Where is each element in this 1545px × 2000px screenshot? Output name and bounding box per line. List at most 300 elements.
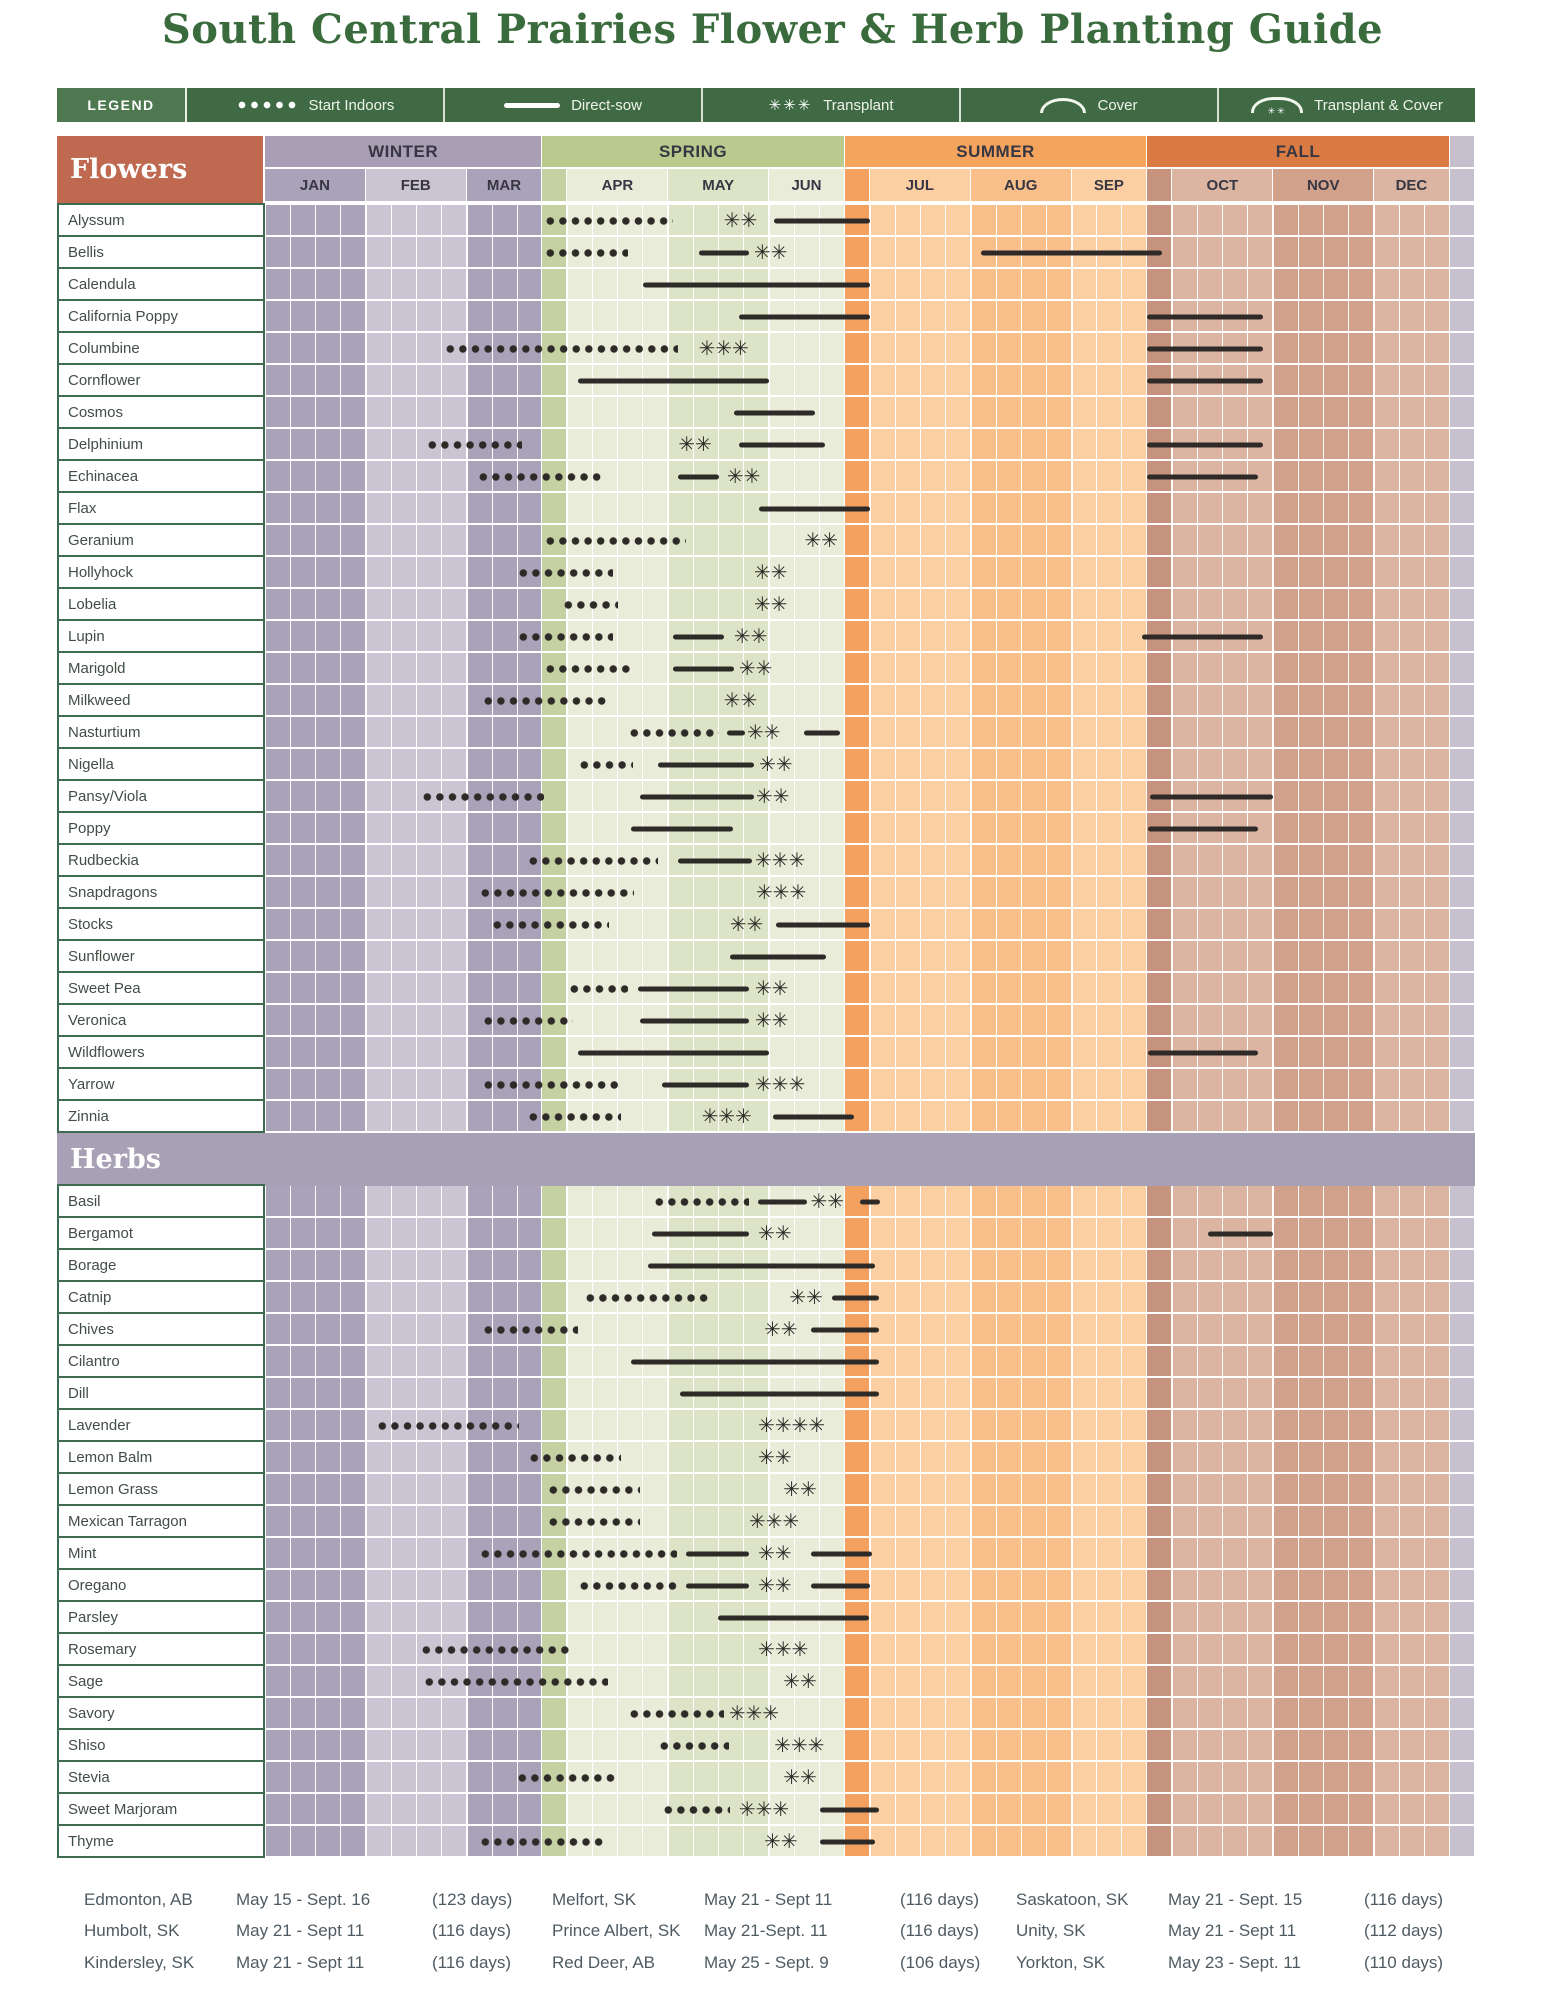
- week-cell: [392, 621, 417, 653]
- week-cell: [845, 365, 870, 397]
- week-cell: [1248, 749, 1273, 781]
- week-cell: [417, 333, 442, 365]
- week-cell: [1097, 429, 1122, 461]
- week-cell: [265, 1314, 291, 1346]
- week-cell: [946, 1474, 971, 1506]
- row-geranium: [57, 525, 1475, 557]
- week-cell: [316, 557, 341, 589]
- week-cell: [316, 813, 341, 845]
- row-timeline-columbine: [265, 333, 1475, 365]
- growing-days: (106 days): [900, 1952, 981, 1972]
- week-cell: [921, 941, 946, 973]
- week-cell: [265, 1506, 291, 1538]
- week-cell: [316, 493, 341, 525]
- week-cell: [1172, 1698, 1198, 1730]
- week-cell: [1198, 1698, 1223, 1730]
- week-cell: [1072, 685, 1098, 717]
- week-cell: [1172, 205, 1198, 237]
- week-cell: [1400, 1314, 1425, 1346]
- week-cell: [1147, 845, 1172, 877]
- week-cell: [1072, 717, 1098, 749]
- week-cell: [896, 1186, 921, 1218]
- week-cell: [1324, 1474, 1349, 1506]
- week-cell: [1324, 749, 1349, 781]
- week-cell: [265, 877, 291, 909]
- week-cell: [820, 1442, 845, 1474]
- week-cell: [316, 1602, 341, 1634]
- week-cell: [341, 941, 366, 973]
- week-cell: [442, 1730, 467, 1762]
- week-cell: [467, 749, 493, 781]
- week-cell: [1147, 717, 1172, 749]
- week-cell: [1022, 1538, 1047, 1570]
- week-cell: [518, 1378, 543, 1410]
- week-cell: [291, 1794, 316, 1826]
- week-cell: [392, 685, 417, 717]
- week-cell: [946, 365, 971, 397]
- week-cell: [1324, 1762, 1349, 1794]
- week-cell: [971, 1570, 997, 1602]
- transplant-stars-mark: ✳✳: [758, 1221, 792, 1245]
- week-cell: [392, 909, 417, 941]
- week-cell: [567, 269, 593, 301]
- week-cell: [442, 909, 467, 941]
- month-header-mar: MAR: [467, 169, 543, 203]
- row-label-delphinium: Delphinium: [57, 427, 265, 461]
- row-lobelia: [57, 589, 1475, 621]
- week-cell: [971, 1474, 997, 1506]
- week-cell: [1349, 429, 1374, 461]
- transplant-stars-mark: ✳✳✳: [701, 1104, 752, 1128]
- week-cell: [1273, 333, 1299, 365]
- week-cell: [618, 941, 643, 973]
- week-cell: [946, 813, 971, 845]
- direct-sow-line-mark: [1147, 315, 1263, 320]
- week-cell: [896, 717, 921, 749]
- week-cell: [493, 237, 518, 269]
- start-indoors-dots-mark: [653, 1196, 749, 1209]
- week-cell: [1022, 1250, 1047, 1282]
- week-cell: [1299, 1005, 1324, 1037]
- week-cell: [1400, 557, 1425, 589]
- week-cell: [1147, 1218, 1172, 1250]
- month-header-nov: NOV: [1273, 169, 1374, 203]
- week-cell: [392, 1101, 417, 1133]
- week-cell: [1324, 397, 1349, 429]
- week-cell: [1223, 877, 1248, 909]
- week-cell: [1223, 1698, 1248, 1730]
- week-cell: [946, 589, 971, 621]
- week-cell: [1147, 1666, 1172, 1698]
- week-cell: [921, 717, 946, 749]
- week-cell: [921, 557, 946, 589]
- week-cell: [265, 1037, 291, 1069]
- week-cell: [265, 781, 291, 813]
- week-cell: [1349, 493, 1374, 525]
- week-cell: [366, 1186, 392, 1218]
- season-header-row: [265, 136, 1475, 169]
- transplant-stars-mark: ✳✳: [726, 464, 761, 488]
- week-cell: [1122, 1314, 1147, 1346]
- week-cell: [1047, 909, 1072, 941]
- week-cell: [1072, 1474, 1098, 1506]
- week-cell: [820, 1069, 845, 1101]
- direct-sow-line-mark: [776, 923, 870, 928]
- direct-sow-line-mark: [640, 1019, 749, 1024]
- week-cell: [392, 1666, 417, 1698]
- week-cell: [1223, 1069, 1248, 1101]
- week-cell: [845, 557, 870, 589]
- week-cell: [896, 1069, 921, 1101]
- week-cell: [921, 621, 946, 653]
- week-cell: [845, 589, 870, 621]
- week-cell: [946, 1378, 971, 1410]
- week-cell: [1324, 1069, 1349, 1101]
- week-cell: [1273, 749, 1299, 781]
- legend-item-transplant-cover: [1217, 88, 1475, 122]
- transplant-stars-mark: ✳✳✳: [774, 1733, 825, 1757]
- week-cell: [971, 813, 997, 845]
- week-cell: [341, 1666, 366, 1698]
- row-timeline-echinacea: [265, 461, 1475, 493]
- week-cell: [1450, 1346, 1475, 1378]
- week-cell: [1248, 1762, 1273, 1794]
- week-cell: [1400, 781, 1425, 813]
- week-cell: [997, 1730, 1022, 1762]
- week-cell: [1122, 1378, 1147, 1410]
- row-label-shiso: Shiso: [57, 1728, 265, 1762]
- week-cell: [366, 1378, 392, 1410]
- week-cell: [618, 1666, 643, 1698]
- week-cell: [971, 717, 997, 749]
- week-cell: [997, 1250, 1022, 1282]
- week-cell: [1450, 269, 1475, 301]
- week-cell: [316, 1346, 341, 1378]
- week-cell: [392, 205, 417, 237]
- week-cell: [291, 1037, 316, 1069]
- direct-sow-line-mark: [658, 763, 754, 768]
- week-cell: [719, 1762, 744, 1794]
- week-cell: [341, 1005, 366, 1037]
- week-cell: [946, 1506, 971, 1538]
- row-timeline-alyssum: [265, 205, 1475, 237]
- week-cell: [518, 1602, 543, 1634]
- week-cell: [341, 1101, 366, 1133]
- week-cell: [1299, 1634, 1324, 1666]
- week-cell: [1072, 1101, 1098, 1133]
- week-cell: [442, 941, 467, 973]
- week-cell: [1324, 269, 1349, 301]
- week-cell: [1273, 1634, 1299, 1666]
- week-cell: [870, 493, 896, 525]
- week-cell: [467, 1474, 493, 1506]
- week-cell: [1047, 365, 1072, 397]
- week-cell: [1248, 1570, 1273, 1602]
- week-cell: [341, 1250, 366, 1282]
- week-cell: [265, 941, 291, 973]
- week-cell: [896, 1005, 921, 1037]
- week-cell: [921, 1506, 946, 1538]
- week-cell: [467, 205, 493, 237]
- week-cell: [417, 685, 442, 717]
- week-cell: [1223, 1005, 1248, 1037]
- week-cell: [467, 1218, 493, 1250]
- week-cell: [618, 621, 643, 653]
- legend-item-label: Direct-sow: [571, 96, 642, 114]
- week-cell: [1097, 1314, 1122, 1346]
- week-cell: [870, 557, 896, 589]
- week-cell: [341, 1634, 366, 1666]
- week-cell: [542, 1218, 567, 1250]
- city-entry: [84, 1916, 512, 1948]
- week-cell: [845, 1762, 870, 1794]
- week-cell: [921, 1762, 946, 1794]
- week-cell: [542, 397, 567, 429]
- week-cell: [542, 1698, 567, 1730]
- week-cell: [1400, 365, 1425, 397]
- week-cell: [341, 1410, 366, 1442]
- week-cell: [1198, 397, 1223, 429]
- week-cell: [870, 941, 896, 973]
- week-cell: [1047, 301, 1072, 333]
- direct-sow-line-mark: [678, 475, 718, 480]
- week-cell: [518, 1474, 543, 1506]
- direct-sow-line-mark: [673, 667, 734, 672]
- transplant-stars-mark: ✳✳✳: [749, 1509, 800, 1533]
- week-cell: [668, 1602, 694, 1634]
- week-cell: [946, 1410, 971, 1442]
- week-cell: [1349, 781, 1374, 813]
- week-cell: [1273, 621, 1299, 653]
- week-cell: [795, 333, 820, 365]
- week-cell: [997, 269, 1022, 301]
- direct-sow-line-mark: [727, 731, 745, 736]
- week-cell: [316, 1442, 341, 1474]
- week-cell: [316, 525, 341, 557]
- week-cell: [316, 1570, 341, 1602]
- legend-item-label: Start Indoors: [308, 96, 395, 114]
- week-cell: [493, 205, 518, 237]
- week-cell: [1223, 525, 1248, 557]
- row-timeline-shiso: [265, 1730, 1475, 1762]
- week-cell: [643, 621, 668, 653]
- week-cell: [1273, 1282, 1299, 1314]
- week-cell: [1122, 1037, 1147, 1069]
- week-cell: [567, 1730, 593, 1762]
- week-cell: [265, 589, 291, 621]
- row-rosemary: [57, 1634, 1475, 1666]
- week-cell: [1425, 1218, 1450, 1250]
- week-cell: [316, 1314, 341, 1346]
- week-cell: [1450, 653, 1475, 685]
- week-cell: [845, 1005, 870, 1037]
- week-cell: [341, 1346, 366, 1378]
- week-cell: [1425, 813, 1450, 845]
- week-cell: [518, 397, 543, 429]
- week-cell: [1400, 1634, 1425, 1666]
- direct-sow-line-mark: [759, 507, 870, 512]
- week-cell: [1425, 1538, 1450, 1570]
- week-cell: [744, 1666, 769, 1698]
- week-cell: [1349, 909, 1374, 941]
- week-cell: [1400, 749, 1425, 781]
- week-cell: [921, 493, 946, 525]
- week-cell: [795, 653, 820, 685]
- week-cell: [493, 621, 518, 653]
- week-cell: [467, 1698, 493, 1730]
- week-cell: [1273, 1730, 1299, 1762]
- week-cell: [542, 1410, 567, 1442]
- week-cell: [392, 813, 417, 845]
- week-cell: [1299, 205, 1324, 237]
- week-cell: [921, 525, 946, 557]
- week-cell: [971, 1634, 997, 1666]
- direct-sow-line-mark: [981, 251, 1163, 256]
- row-basil: [57, 1186, 1475, 1218]
- week-cell: [1097, 1442, 1122, 1474]
- week-cell: [1299, 397, 1324, 429]
- week-cell: [467, 1570, 493, 1602]
- week-cell: [694, 877, 719, 909]
- row-label-milkweed: Milkweed: [57, 683, 265, 717]
- week-cell: [1248, 1506, 1273, 1538]
- week-cell: [921, 1538, 946, 1570]
- week-cell: [1223, 1101, 1248, 1133]
- week-cell: [896, 205, 921, 237]
- week-cell: [694, 301, 719, 333]
- week-cell: [820, 685, 845, 717]
- city-name: Yorkton, SK: [1016, 1952, 1106, 1972]
- legend-item-cover: [959, 88, 1217, 122]
- week-cell: [1299, 813, 1324, 845]
- week-cell: [392, 1250, 417, 1282]
- transplant-stars-mark: ✳✳: [723, 208, 758, 232]
- week-cell: [870, 1666, 896, 1698]
- flowers-section-label: Flowers: [70, 154, 188, 185]
- week-cell: [417, 557, 442, 589]
- row-label-lemon-balm: Lemon Balm: [57, 1440, 265, 1474]
- week-cell: [694, 1442, 719, 1474]
- week-cell: [694, 525, 719, 557]
- week-cell: [518, 813, 543, 845]
- week-cell: [1273, 1826, 1299, 1858]
- week-cell: [744, 1762, 769, 1794]
- week-cell: [1072, 1250, 1098, 1282]
- week-cell: [971, 1005, 997, 1037]
- week-cell: [341, 1730, 366, 1762]
- month-header-dec: DEC: [1374, 169, 1450, 203]
- week-cell: [265, 1101, 291, 1133]
- week-cell: [1248, 1634, 1273, 1666]
- week-cell: [1072, 1442, 1098, 1474]
- week-cell: [971, 1218, 997, 1250]
- row-timeline-mint: [265, 1538, 1475, 1570]
- week-cell: [820, 1005, 845, 1037]
- week-cell: [643, 1666, 668, 1698]
- row-timeline-parsley: [265, 1602, 1475, 1634]
- start-indoors-dots-mark: [544, 215, 673, 228]
- week-cell: [265, 269, 291, 301]
- week-cell: [870, 525, 896, 557]
- week-cell: [694, 1474, 719, 1506]
- direct-sow-line-mark: [652, 1232, 749, 1237]
- week-cell: [1172, 589, 1198, 621]
- city-entry: [84, 1947, 512, 1979]
- week-cell: [1349, 749, 1374, 781]
- week-cell: [417, 269, 442, 301]
- week-cell: [896, 1506, 921, 1538]
- week-cell: [997, 397, 1022, 429]
- week-cell: [291, 1538, 316, 1570]
- direct-sow-line-mark: [631, 1360, 879, 1365]
- week-cell: [896, 1698, 921, 1730]
- week-cell: [1172, 845, 1198, 877]
- week-cell: [1047, 1378, 1072, 1410]
- week-cell: [1072, 1794, 1098, 1826]
- week-cell: [997, 1538, 1022, 1570]
- week-cell: [291, 397, 316, 429]
- week-cell: [417, 1826, 442, 1858]
- row-label-oregano: Oregano: [57, 1568, 265, 1602]
- week-cell: [1047, 493, 1072, 525]
- start-indoors-dots-mark: [544, 663, 633, 676]
- week-cell: [593, 717, 618, 749]
- week-cell: [1198, 1442, 1223, 1474]
- week-cell: [1047, 1794, 1072, 1826]
- week-cell: [1374, 1506, 1400, 1538]
- week-cell: [668, 1634, 694, 1666]
- week-cell: [1248, 877, 1273, 909]
- week-cell: [997, 1666, 1022, 1698]
- week-cell: [1248, 269, 1273, 301]
- week-cell: [1047, 781, 1072, 813]
- week-cell: [1248, 397, 1273, 429]
- week-cell: [1047, 461, 1072, 493]
- week-cell: [1374, 845, 1400, 877]
- week-cell: [1374, 717, 1400, 749]
- week-cell: [1122, 1666, 1147, 1698]
- week-cell: [997, 1005, 1022, 1037]
- week-cell: [997, 1218, 1022, 1250]
- week-cell: [1248, 1442, 1273, 1474]
- week-cell: [291, 1666, 316, 1698]
- week-cell: [1374, 269, 1400, 301]
- week-cell: [265, 1634, 291, 1666]
- week-cell: [896, 1314, 921, 1346]
- week-cell: [518, 941, 543, 973]
- week-cell: [1324, 973, 1349, 1005]
- week-cell: [1147, 1634, 1172, 1666]
- week-cell: [971, 1314, 997, 1346]
- week-cell: [417, 1037, 442, 1069]
- week-cell: [1299, 461, 1324, 493]
- week-cell: [1047, 1346, 1072, 1378]
- week-cell: [1374, 1602, 1400, 1634]
- week-cell: [719, 525, 744, 557]
- week-cell: [618, 461, 643, 493]
- week-cell: [442, 1826, 467, 1858]
- week-cell: [1425, 1666, 1450, 1698]
- frost-date-range: May 21 - Sept 11: [704, 1889, 833, 1909]
- week-cell: [593, 1346, 618, 1378]
- week-cell: [366, 333, 392, 365]
- week-cell: [291, 269, 316, 301]
- week-cell: [291, 1186, 316, 1218]
- week-cell: [997, 1069, 1022, 1101]
- week-cell: [1223, 1730, 1248, 1762]
- week-cell: [1022, 973, 1047, 1005]
- row-sweet-marjoram: [57, 1794, 1475, 1826]
